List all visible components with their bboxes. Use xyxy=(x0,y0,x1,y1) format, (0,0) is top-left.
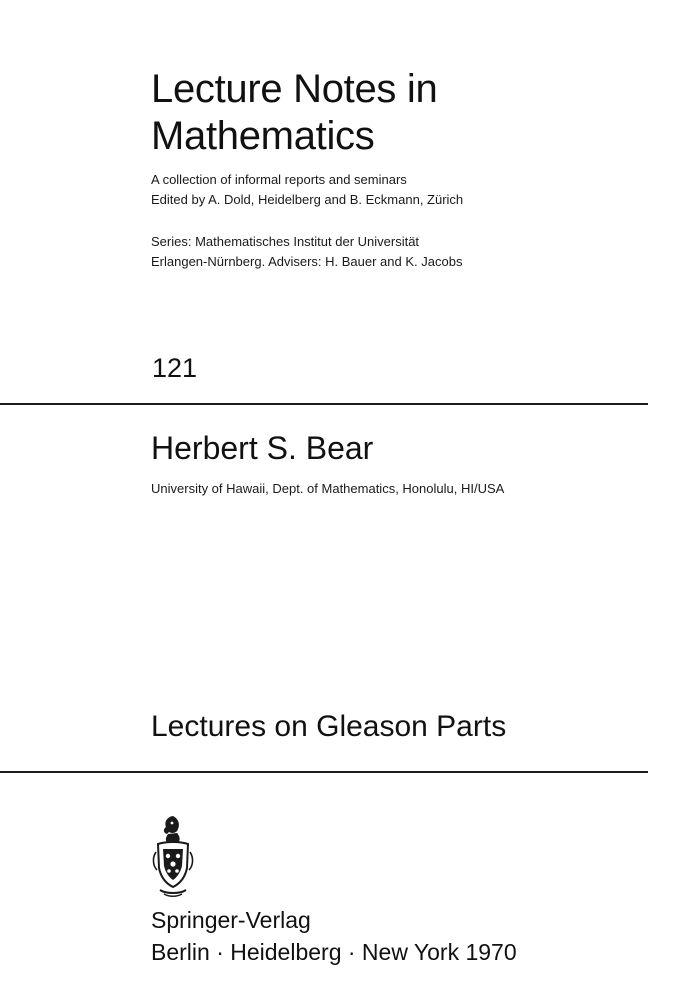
subseries-line-2: Erlangen-Nürnberg. Advisers: H. Bauer and K. Jacobs xyxy=(151,254,463,269)
subseries-line-1: Series: Mathematisches Institut der Universität xyxy=(151,234,420,249)
series-title xyxy=(151,66,437,160)
author-affiliation: University of Hawaii, Dept. of Mathematics, Honolulu, HI/USA xyxy=(151,481,505,496)
series-description: A collection of informal reports and seminars xyxy=(151,172,407,187)
publisher xyxy=(151,904,517,968)
series-title-line-2: Mathematics xyxy=(151,114,375,158)
series-info xyxy=(151,170,463,210)
top-divider xyxy=(0,403,648,405)
springer-knight-icon xyxy=(150,814,196,898)
volume-number: 121 xyxy=(152,353,198,383)
series-title-line-1: Lecture Notes in xyxy=(151,67,438,111)
publisher-cities-year: Berlin · Heidelberg · New York 1970 xyxy=(151,939,517,965)
series-editors: Edited by A. Dold, Heidelberg and B. Eckmann, Zürich xyxy=(151,192,464,207)
book-title: Lectures on Gleason Parts xyxy=(151,710,507,743)
publisher-name: Springer-Verlag xyxy=(151,907,311,933)
subseries-info xyxy=(151,232,462,272)
author-name: Herbert S. Bear xyxy=(151,430,374,466)
bottom-divider xyxy=(0,771,648,773)
